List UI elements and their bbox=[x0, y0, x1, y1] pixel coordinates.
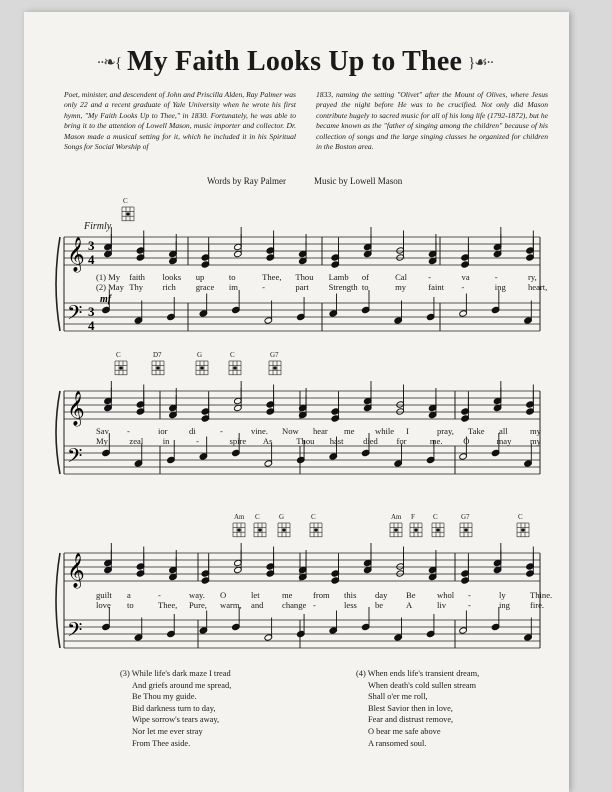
staff-brace bbox=[56, 553, 60, 648]
chord-diagram bbox=[460, 523, 472, 537]
words-credit: Words by Ray Palmer bbox=[207, 176, 287, 186]
lyric-syllable: - bbox=[262, 282, 266, 292]
verse-line: Shall o'er me roll, bbox=[368, 692, 428, 702]
lyric-syllable: this bbox=[344, 590, 357, 600]
lyric-syllable: faith bbox=[129, 272, 145, 282]
lyric-syllable: change bbox=[282, 600, 307, 610]
lyric-syllable: my bbox=[395, 282, 407, 292]
chord-name: C bbox=[230, 351, 235, 359]
lyric-syllable: a bbox=[127, 590, 131, 600]
chord-name: C bbox=[116, 351, 121, 359]
lyric-syllable: rich bbox=[162, 282, 176, 292]
lyric-syllable: liv bbox=[437, 600, 447, 610]
page-title: My Faith Looks Up to Thee bbox=[127, 46, 463, 77]
lyric-syllable: hear bbox=[313, 426, 328, 436]
chord-diagram bbox=[233, 523, 245, 537]
bass-clef: 𝄢 bbox=[67, 444, 83, 472]
lyric-syllable: let bbox=[251, 590, 260, 600]
dynamic-marking: mf bbox=[100, 294, 112, 305]
lyric-syllable: A bbox=[406, 600, 413, 610]
lyric-syllable: looks bbox=[162, 272, 182, 282]
lyric-syllable: warm, bbox=[220, 600, 242, 610]
music-credit: Music by Lowell Mason bbox=[314, 176, 403, 186]
lyric-syllable: di bbox=[189, 426, 196, 436]
verse-line: Nor let me ever stray bbox=[132, 726, 203, 736]
verse-line: O bear me safe above bbox=[368, 726, 441, 736]
verse-line: When death's cold sullen stream bbox=[368, 680, 477, 690]
lyric-syllable: my bbox=[530, 426, 541, 436]
lyric-syllable: while bbox=[375, 426, 395, 436]
chord-name: Am bbox=[234, 513, 245, 521]
lyric-syllable: - bbox=[313, 600, 316, 610]
chord-diagram bbox=[432, 523, 444, 537]
lyric-syllable: of bbox=[361, 272, 370, 282]
lyric-syllable: Thee, bbox=[262, 272, 282, 282]
verse-line: (3) While life's dark maze I tread bbox=[120, 669, 231, 678]
lyric-syllable: day bbox=[375, 590, 388, 600]
chord-name: G bbox=[279, 513, 285, 521]
verse-line: Blest Savior then in love, bbox=[368, 703, 453, 713]
lyric-syllable: zeal bbox=[129, 436, 144, 446]
lyric-syllable: me bbox=[282, 590, 293, 600]
verse-line: Be Thou my guide. bbox=[132, 692, 197, 702]
lyric-syllable: me. bbox=[429, 436, 443, 446]
lyric-syllable: spire bbox=[229, 436, 247, 446]
time-signature: 4 bbox=[88, 252, 95, 267]
lyric-syllable: part bbox=[295, 282, 309, 292]
lyric-syllable: (2) May bbox=[96, 282, 124, 292]
lyric-syllable: heart, bbox=[528, 282, 548, 292]
time-signature: 4 bbox=[88, 318, 95, 333]
lyric-syllable: My bbox=[96, 436, 108, 446]
intro-text-left: Poet, minister, and descendent of John and Priscilla Alden, Ray Palmer was only 22 and a recent graduate of Yale University when he wrote his first hymn, "My Faith Looks Up to Thee," in 1830. Fortunately, he was able to bring it to the attention of Lowell Mason, music importer and collector. Dr. Mason made a musical setting for it, which he included it in his Spiritual Songs for Social Worship of bbox=[64, 90, 296, 152]
lyric-syllable: Strength bbox=[328, 282, 358, 292]
chord-name: C bbox=[311, 513, 316, 521]
lyric-syllable: - bbox=[428, 272, 432, 282]
lyric-syllable: - bbox=[220, 426, 223, 436]
chord-name: G bbox=[197, 351, 203, 359]
treble-clef: 𝄞 bbox=[67, 553, 85, 588]
lyric-syllable: Now bbox=[282, 426, 299, 436]
lyric-syllable: ing bbox=[494, 282, 506, 292]
chord-name: C bbox=[255, 513, 260, 521]
lyric-syllable: hast bbox=[329, 436, 344, 446]
verse-3 bbox=[120, 668, 231, 749]
lyric-syllable: - bbox=[468, 600, 471, 610]
lyric-syllable: Thee, bbox=[158, 600, 178, 610]
chord-name: G7 bbox=[270, 351, 279, 359]
lyric-syllable: ing bbox=[499, 600, 510, 610]
lyric-syllable: - bbox=[158, 590, 161, 600]
tempo-marking: Firmly bbox=[84, 221, 112, 232]
chord-diagram bbox=[115, 361, 127, 375]
chord-diagram bbox=[269, 361, 281, 375]
lyric-syllable: - bbox=[468, 590, 471, 600]
chord-name: D7 bbox=[153, 351, 162, 359]
treble-clef: 𝄞 bbox=[67, 237, 85, 272]
lyric-syllable: (1) My bbox=[96, 272, 121, 282]
chord-diagram bbox=[278, 523, 290, 537]
lyric-syllable: Thy bbox=[129, 282, 144, 292]
lyric-syllable: to bbox=[127, 600, 134, 610]
lyric-syllable: up bbox=[195, 272, 205, 282]
lyric-syllable: may bbox=[496, 436, 512, 446]
verse-line: Wipe sorrow's tears away, bbox=[132, 715, 220, 725]
staff-brace bbox=[56, 391, 60, 474]
chord-name: Am bbox=[391, 513, 402, 521]
lyric-syllable: way. bbox=[189, 590, 205, 600]
chord-diagram bbox=[152, 361, 164, 375]
intro-text-right: 1833, naming the setting "Olivet" after the Mount of Olives, where Jesus prayed the night before He was to be crucified. Not only did Mason contribute hugely to sacred music for all of his long life (1792-1872), but he became known as the "father of singing among the children" because of his collection of songs and the large singing classes he organized for children in the Boston area. bbox=[316, 90, 548, 152]
lyric-syllable: Thine. bbox=[530, 590, 553, 600]
lyric-syllable: my bbox=[530, 436, 541, 446]
title-ornament-left: ·∙❧{ bbox=[96, 54, 122, 71]
lyric-syllable: all bbox=[499, 426, 508, 436]
lyric-syllable: O bbox=[220, 590, 227, 600]
lyric-syllable: ry, bbox=[528, 272, 537, 282]
lyric-syllable: I bbox=[406, 426, 409, 436]
chord-diagram bbox=[390, 523, 402, 537]
lyric-syllable: Take bbox=[468, 426, 485, 436]
chord-diagram bbox=[254, 523, 266, 537]
chord-name: C bbox=[433, 513, 438, 521]
lyric-syllable: in bbox=[162, 436, 170, 446]
time-signature: 3 bbox=[88, 238, 95, 253]
chord-name: C bbox=[123, 197, 128, 205]
title-ornament-right: }☙∙· bbox=[468, 54, 494, 71]
lyric-syllable: died bbox=[363, 436, 378, 446]
lyric-syllable: grace bbox=[195, 282, 215, 292]
chord-diagram bbox=[229, 361, 241, 375]
chord-diagram bbox=[410, 523, 422, 537]
chord-diagram bbox=[196, 361, 208, 375]
lyric-syllable: Cal bbox=[395, 272, 407, 282]
lyric-syllable: Sav bbox=[96, 426, 109, 436]
chord-name: F bbox=[411, 513, 415, 521]
lyric-syllable: - bbox=[127, 426, 130, 436]
treble-clef: 𝄞 bbox=[67, 391, 85, 426]
lyric-syllable: faint bbox=[428, 282, 445, 292]
lyric-syllable: less bbox=[344, 600, 357, 610]
lyric-syllable: to bbox=[228, 272, 236, 282]
chord-name: G7 bbox=[461, 513, 470, 521]
lyric-syllable: Pure, bbox=[189, 600, 207, 610]
verse-line: From Thee aside. bbox=[132, 738, 191, 748]
bass-clef: 𝄢 bbox=[67, 301, 83, 329]
lyric-syllable: O bbox=[463, 436, 470, 446]
lyric-syllable: ly bbox=[499, 590, 506, 600]
chord-name: C bbox=[518, 513, 523, 521]
lyric-syllable: As bbox=[262, 436, 273, 446]
chord-diagram bbox=[310, 523, 322, 537]
lyric-syllable: im bbox=[228, 282, 238, 292]
bass-clef: 𝄢 bbox=[67, 618, 83, 646]
chord-diagram bbox=[122, 207, 134, 221]
lyric-syllable: and bbox=[251, 600, 264, 610]
lyric-syllable: Be bbox=[406, 590, 416, 600]
lyric-syllable: guilt bbox=[96, 590, 112, 600]
lyric-syllable: fire. bbox=[530, 600, 545, 610]
verse-line: And griefs around me spread, bbox=[132, 680, 232, 690]
lyric-syllable: Thou bbox=[295, 272, 314, 282]
time-signature: 3 bbox=[88, 304, 95, 319]
lyric-syllable: vine. bbox=[251, 426, 268, 436]
verse-4 bbox=[356, 668, 479, 749]
lyric-syllable: va bbox=[461, 272, 470, 282]
lyric-syllable: be bbox=[375, 600, 384, 610]
lyric-syllable: Thou bbox=[296, 436, 315, 446]
lyric-syllable: love bbox=[96, 600, 111, 610]
lyric-syllable: whol bbox=[437, 590, 455, 600]
lyric-syllable: for bbox=[396, 436, 407, 446]
lyric-syllable: - bbox=[196, 436, 200, 446]
verse-line: Fear and distrust remove, bbox=[368, 715, 454, 725]
chord-diagram bbox=[517, 523, 529, 537]
lyric-syllable: me bbox=[344, 426, 355, 436]
staff-brace bbox=[56, 237, 60, 331]
lyric-syllable: - bbox=[461, 282, 465, 292]
lyric-syllable: - bbox=[494, 272, 498, 282]
verse-line: A ransomed soul. bbox=[368, 738, 427, 748]
verse-line: Bid darkness turn to day, bbox=[132, 703, 216, 713]
verse-line: (4) When ends life's transient dream, bbox=[356, 669, 480, 678]
lyric-syllable: ior bbox=[158, 426, 168, 436]
lyric-syllable: pray, bbox=[437, 426, 454, 436]
lyric-syllable: from bbox=[313, 590, 330, 600]
lyric-syllable: to bbox=[361, 282, 369, 292]
lyric-syllable: Lamb bbox=[328, 272, 349, 282]
